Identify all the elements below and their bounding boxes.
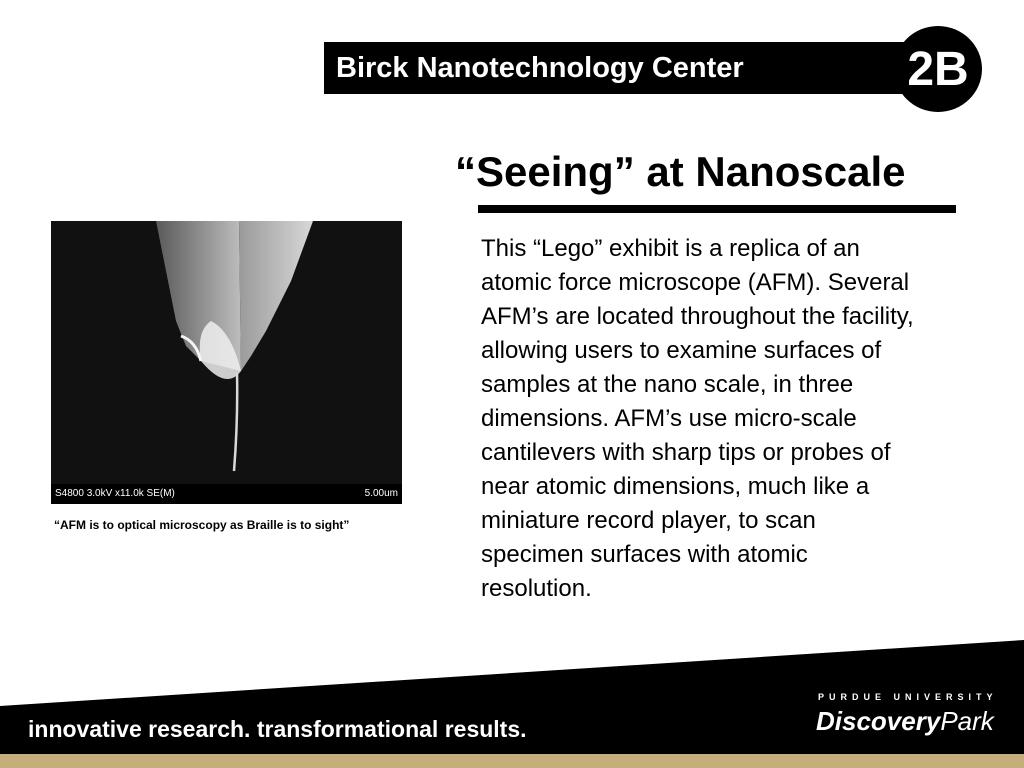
footer-tagline: innovative research. transformational results.: [28, 716, 527, 742]
logo-word-park: Park: [940, 706, 994, 736]
slide-title: “Seeing” at Nanoscale: [455, 148, 906, 195]
section-badge: 2B: [894, 26, 982, 112]
logo-word-discovery: Discovery: [816, 706, 941, 736]
logo-university: PURDUE UNIVERSITY: [818, 692, 998, 702]
sem-scale-label: 5.00um: [364, 488, 398, 499]
center-title: Birck Nanotechnology Center: [336, 52, 744, 84]
body-paragraph: This “Lego” exhibit is a replica of an atomic force microscope (AFM). Several AFM’s are located throughout the facility, allowing users to examine surfaces of samples at the nano scale, in three dimensions. AFM’s use micro-scale cantilevers with sharp tips or probes of near atomic dimensions, much like a miniature record player, to scan specimen surfaces with atomic resolution.: [481, 235, 914, 602]
sem-parameters: S4800 3.0kV x11.0k SE(M): [55, 488, 175, 499]
image-caption: “AFM is to optical microscopy as Braille is to sight”: [54, 518, 350, 532]
discovery-park-logo: [814, 692, 998, 742]
logo-wordmark: [816, 706, 994, 737]
